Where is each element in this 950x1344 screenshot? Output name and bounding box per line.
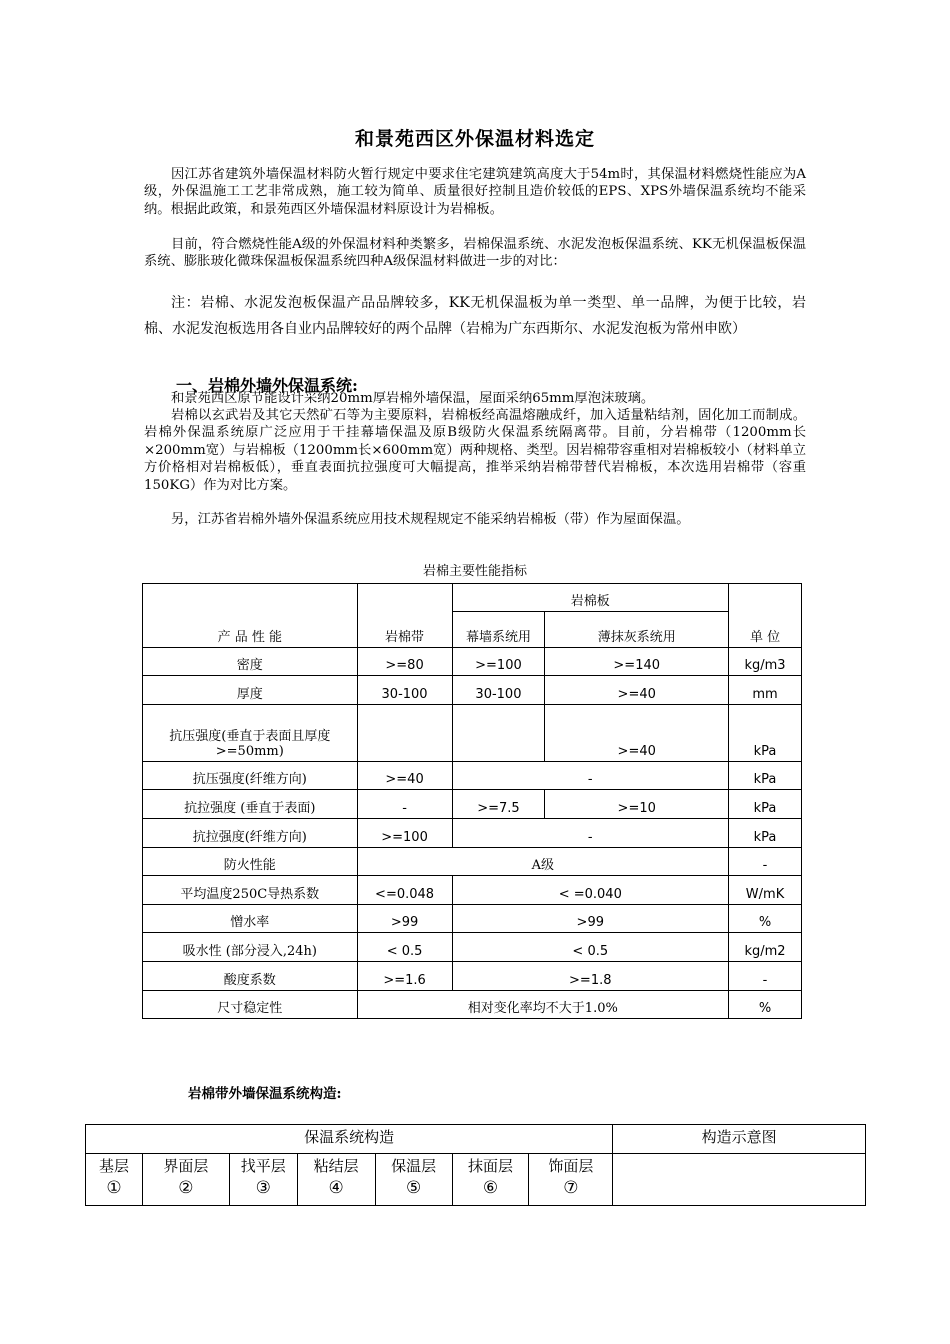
cell-band: - bbox=[357, 790, 452, 819]
table-row bbox=[143, 876, 802, 905]
layer-cell bbox=[142, 1154, 229, 1206]
construction-header: 保温系统构造 bbox=[86, 1125, 613, 1154]
cell-board-merged: >=1.8 bbox=[452, 962, 729, 991]
section-1-paragraph-2: 岩棉以玄武岩及其它天然矿石等为主要原料，岩棉板经高温熔融成纤，加入适量粘结剂，固化加工而制成。岩棉外保温系统原广泛应用于干挂幕墙保温及原B级防火保温系统隔离带。目前，分岩棉带（1200mm长×200mm宽）与岩棉板（1200mm长×600mm宽）两种规格、类型。因岩棉带容重相对岩棉板较小（材料单立方价格相对岩棉板低），垂直表面抗拉强度可大幅提高，推举采纳岩棉带替代岩棉板，本次选用岩棉带（容重150KG）作为对比方案。 bbox=[144, 408, 806, 493]
cell-band: 30-100 bbox=[357, 676, 452, 705]
cell-board-merged: < 0.5 bbox=[452, 933, 729, 962]
layer-name: 抹面层 bbox=[467, 1157, 513, 1175]
layer-cell bbox=[529, 1154, 613, 1206]
cell-thin: >=10 bbox=[545, 790, 729, 819]
layer-name: 界面层 bbox=[163, 1157, 209, 1175]
cell-band: >=1.6 bbox=[357, 962, 452, 991]
header-board: 岩棉板 bbox=[452, 584, 729, 612]
cell-unit: W/mK bbox=[729, 876, 802, 905]
layer-number: ② bbox=[178, 1178, 194, 1198]
header-thin: 薄抹灰系统用 bbox=[545, 612, 729, 648]
table-row bbox=[143, 933, 802, 962]
layer-cell bbox=[297, 1154, 375, 1206]
table-row bbox=[143, 991, 802, 1019]
cell-thin: >=140 bbox=[545, 648, 729, 676]
cell-board-merged: >99 bbox=[452, 905, 729, 933]
rockwool-properties-table bbox=[142, 583, 802, 1019]
layer-name: 饰面层 bbox=[548, 1157, 594, 1175]
cell-curtain: >=7.5 bbox=[452, 790, 545, 819]
table-row bbox=[143, 648, 802, 676]
row-label: 憎水率 bbox=[143, 905, 358, 933]
row-label: 厚度 bbox=[143, 676, 358, 705]
row-label: 抗拉强度 (垂直于表面) bbox=[143, 790, 358, 819]
header-band: 岩棉带 bbox=[357, 584, 452, 648]
cell-all-merged: A级 bbox=[357, 848, 728, 876]
cell-thin: >=40 bbox=[545, 676, 729, 705]
layer-name: 保温层 bbox=[391, 1157, 437, 1175]
intro-paragraph-1: 因江苏省建筑外墙保温材料防火暂行规定中要求住宅建筑建筑高度大于54m时，其保温材料燃烧性能应为A级，外保温施工工艺非常成熟，施工较为简单、质量很好控制且造价较低的EPS、XPS外墙保温系统均不能采纳。根据此政策，和景苑西区外墙保温材料原设计为岩棉板。 bbox=[144, 167, 806, 217]
cell-band: <=0.048 bbox=[357, 876, 452, 905]
cell-band: >99 bbox=[357, 905, 452, 933]
table-row bbox=[143, 905, 802, 933]
layer-number: ⑥ bbox=[482, 1178, 499, 1198]
layer-name: 粘结层 bbox=[313, 1157, 359, 1175]
cell-all-merged: 相对变化率均不大于1.0% bbox=[357, 991, 728, 1019]
table-row bbox=[143, 962, 802, 991]
layer-number: ④ bbox=[328, 1178, 344, 1198]
layer-number: ⑦ bbox=[563, 1178, 579, 1198]
cell-curtain: >=100 bbox=[452, 648, 545, 676]
cell-board-merged: - bbox=[452, 762, 729, 790]
table-row bbox=[143, 676, 802, 705]
row-label: 密度 bbox=[143, 648, 358, 676]
diagram-header: 构造示意图 bbox=[613, 1125, 866, 1154]
layer-name: 基层 bbox=[98, 1157, 129, 1175]
cell-unit: - bbox=[729, 848, 802, 876]
cell-unit: kPa bbox=[729, 762, 802, 790]
document-title: 和景苑西区外保温材料选定 bbox=[354, 128, 595, 150]
section-2-heading: 岩棉带外墙保温系统构造: bbox=[188, 1086, 342, 1102]
header-curtain: 幕墙系统用 bbox=[452, 612, 545, 648]
table-row bbox=[143, 790, 802, 819]
row-label: 吸水性 (部分浸入,24h) bbox=[143, 933, 358, 962]
cell-band: >=40 bbox=[357, 762, 452, 790]
cell-unit: kg/m2 bbox=[729, 933, 802, 962]
cell-unit: % bbox=[729, 905, 802, 933]
row-label: 抗压强度(垂直于表面且厚度>=50mm) bbox=[143, 705, 358, 762]
cell-unit: kPa bbox=[729, 705, 802, 762]
cell-unit: kPa bbox=[729, 790, 802, 819]
row-label: 酸度系数 bbox=[143, 962, 358, 991]
section-1-paragraph-3: 另，江苏省岩棉外墙外保温系统应用技术规程规定不能采纳岩棉板（带）作为屋面保温。 bbox=[171, 512, 690, 527]
row-label: 防火性能 bbox=[143, 848, 358, 876]
section-1-paragraph-1: 和景苑西区原节能设计采纳20mm厚岩棉外墙保温，屋面采纳65mm厚泡沫玻璃。 bbox=[171, 391, 655, 406]
cell-thin: >=40 bbox=[545, 705, 729, 762]
cell-curtain: 30-100 bbox=[452, 676, 545, 705]
layer-cell bbox=[229, 1154, 297, 1206]
cell-curtain bbox=[452, 705, 545, 762]
header-product: 产 品 性 能 bbox=[143, 584, 358, 648]
cell-unit: mm bbox=[729, 676, 802, 705]
row-label: 尺寸稳定性 bbox=[143, 991, 358, 1019]
layer-number: ① bbox=[106, 1178, 122, 1198]
cell-band: >=80 bbox=[357, 648, 452, 676]
row-label: 抗压强度(纤维方向) bbox=[143, 762, 358, 790]
cell-band: < 0.5 bbox=[357, 933, 452, 962]
layer-number: ⑤ bbox=[405, 1178, 422, 1198]
layer-name: 找平层 bbox=[240, 1157, 286, 1175]
table-row bbox=[143, 848, 802, 876]
cell-unit: % bbox=[729, 991, 802, 1019]
row-label: 抗拉强度(纤维方向) bbox=[143, 819, 358, 848]
layer-cell bbox=[86, 1154, 143, 1206]
cell-board-merged: < =0.040 bbox=[452, 876, 729, 905]
table-1-caption: 岩棉主要性能指标 bbox=[422, 564, 527, 579]
cell-band: >=100 bbox=[357, 819, 452, 848]
table-row bbox=[143, 762, 802, 790]
intro-note: 注：岩棉、水泥发泡板保温产品品牌较多，KK无机保温板为单一类型、单一品牌，为便于比较，岩棉、水泥发泡板选用各自业内品牌较好的两个品牌（岩棉为广东西斯尔、水泥发泡板为常州申欧） bbox=[144, 295, 806, 337]
section-1-heading: 一、岩棉外墙外保温系统: bbox=[176, 376, 358, 395]
construction-table bbox=[85, 1124, 866, 1206]
intro-paragraph-2: 目前，符合燃烧性能A级的外保温材料种类繁多，岩棉保温系统、水泥发泡板保温系统、KK无机保温板保温系统、膨胀玻化微珠保温板保温系统四种A级保温材料做进一步的对比： bbox=[144, 237, 806, 270]
diagram-cell bbox=[613, 1154, 866, 1206]
cell-band bbox=[357, 705, 452, 762]
cell-unit: - bbox=[729, 962, 802, 991]
cell-unit: kPa bbox=[729, 819, 802, 848]
header-unit: 单 位 bbox=[729, 584, 802, 648]
cell-unit: kg/m3 bbox=[729, 648, 802, 676]
cell-board-merged: - bbox=[452, 819, 729, 848]
layer-number: ③ bbox=[255, 1178, 271, 1198]
layer-cell bbox=[452, 1154, 529, 1206]
row-label: 平均温度250C导热系数 bbox=[143, 876, 358, 905]
table-row bbox=[143, 819, 802, 848]
layer-cell bbox=[375, 1154, 452, 1206]
table-row bbox=[143, 705, 802, 762]
